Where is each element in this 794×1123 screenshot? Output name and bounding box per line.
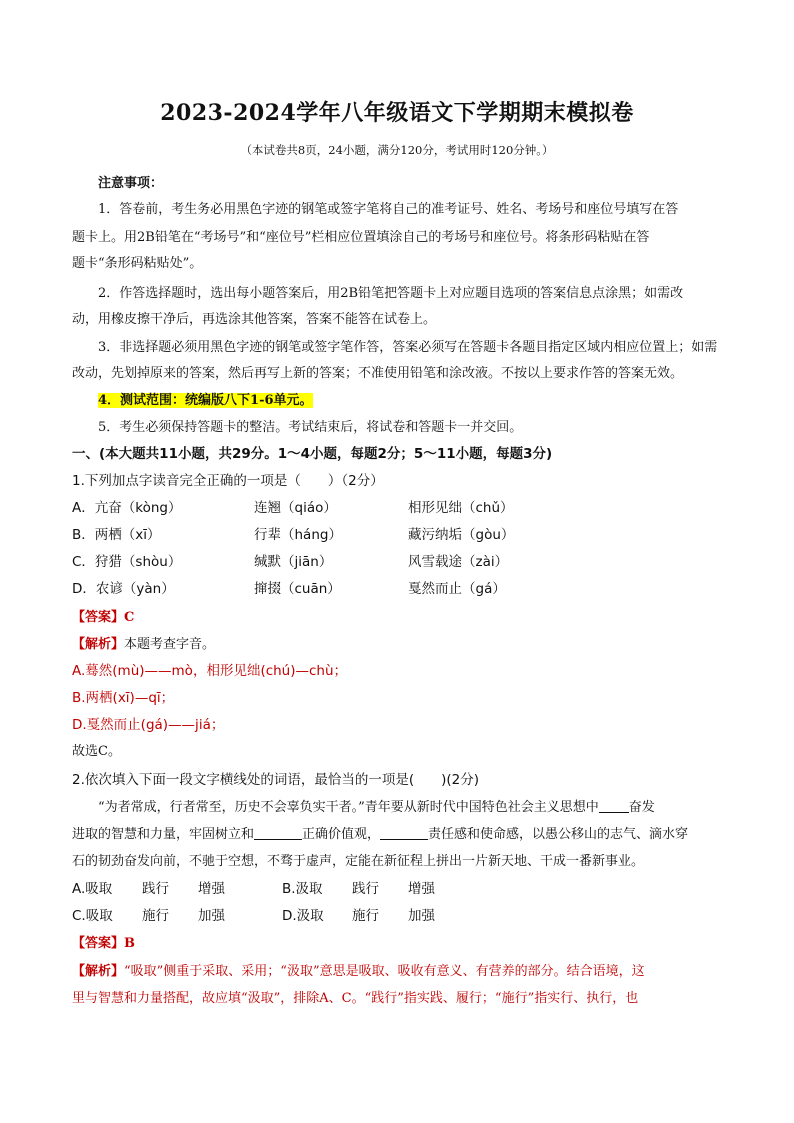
- q1-detail-a: A.蓦然(mù)——mò，相形见绌(chú)—chù；: [72, 663, 348, 679]
- q2-option-a-word-2: 践行: [142, 881, 169, 897]
- q1-option-d: D．农谚（yàn）: [72, 581, 175, 597]
- q2-passage-line-3: 石的韧劲奋发向前，不驰于空想，不骛于虚声，定能在新征程上拼出一片新天地、干成一番新事业。: [72, 854, 645, 869]
- notice-item-1-line-1: 1．答卷前，考生务必用黑色字迹的钢笔或签字笔将自己的准考证号、姓名、考场号和座位号填写在答: [98, 202, 679, 217]
- q2-option-b: B.汲取: [282, 881, 323, 897]
- q2-option-b-word-2: 践行: [352, 881, 379, 897]
- notice-item-1-line-3: 题卡“条形码粘贴处”。: [72, 256, 203, 271]
- notice-item-3-line-1: 3．非选择题必须用黑色字迹的钢笔或签字笔作答，答案必须写在答题卡各题目指定区域内相应位置上；如需: [98, 340, 718, 355]
- q2-passage-text-4: 正确价值观，: [302, 827, 381, 842]
- q2-analysis-line-2: 里与智慧和力量搭配，故应填“汲取”，排除A、C。“践行”指实践、履行；“施行”指实行、执行，也: [72, 991, 639, 1006]
- page-title: 2023-2024学年八年级语文下学期期末模拟卷: [160, 100, 634, 126]
- q2-analysis-label: 【解析】: [72, 964, 125, 979]
- q2-passage-text-5: 责任感和使命感，以愚公移山的志气、滴水穿: [428, 827, 689, 842]
- q2-blank-3: [380, 827, 428, 840]
- q2-passage-text-2: 奋发: [628, 800, 655, 815]
- q2-option-d-word-3: 加强: [408, 908, 435, 924]
- test-scope-highlight: 4．测试范围：统编版八下1-6单元。: [98, 393, 313, 408]
- q1-option-c-word-3: 风雪载途（zài）: [408, 554, 509, 570]
- q2-option-a-word-3: 增强: [198, 881, 225, 897]
- q1-analysis-label: 【解析】: [72, 637, 125, 652]
- q2-stem: 2.依次填入下面一段文字横线处的词语，最恰当的一项是( )(2分): [72, 772, 480, 788]
- notice-item-1-line-2: 题卡上。用2B铅笔在“考场号”和“座位号”栏相应位置填涂自己的考场号和座位号。将条形码粘贴在答: [72, 230, 650, 245]
- q1-option-c: C．狩猎（shòu）: [72, 554, 182, 570]
- q2-passage-text-1: “为者常成，行者常至，历史不会辜负实干者。”青年要从新时代中国特色社会主义思想中: [98, 800, 599, 815]
- notice-item-2-line-1: 2．作答选择题时，选出每小题答案后，用2B铅笔把答题卡上对应题目选项的答案信息点涂黑；如需改: [98, 286, 684, 301]
- notice-item-4: [98, 389, 313, 408]
- q2-option-d-word-2: 施行: [352, 908, 379, 924]
- q2-option-a: A.吸取: [72, 881, 113, 897]
- q1-option-a: A．亢奋（kòng）: [72, 500, 182, 516]
- q2-passage-text-3: 进取的智慧和力量，牢固树立和: [72, 827, 255, 842]
- q1-option-b: B．两栖（xī）: [72, 527, 161, 543]
- q1-option-a-word-2: 连翘（qiáo）: [254, 500, 337, 516]
- page-subtitle: （本试卷共8页，24小题，满分120分，考试用时120分钟。）: [240, 143, 554, 157]
- q2-blank-1: [599, 800, 629, 813]
- q1-option-c-word-2: 缄默（jiān）: [254, 554, 333, 570]
- q2-option-b-word-3: 增强: [408, 881, 435, 897]
- q2-option-c-word-2: 施行: [142, 908, 169, 924]
- q2-answer: 【答案】B: [72, 936, 135, 951]
- notice-item-2-line-2: 动，用橡皮擦干净后，再选涂其他答案，答案不能答在试卷上。: [72, 312, 437, 327]
- q1-detail-d: D.戛然而止(gá)——jiá；: [72, 717, 225, 733]
- q2-passage-line-2: [72, 823, 688, 842]
- q2-blank-2: [254, 827, 302, 840]
- notice-heading: 注意事项：: [98, 176, 164, 191]
- q1-analysis-text: 本题考查字音。: [124, 637, 216, 652]
- q1-detail-b: B.两栖(xī)—qī；: [72, 690, 175, 706]
- section-1-heading: 一、(本大题共11小题，共29分。1～4小题，每题2分；5～11小题，每题3分): [72, 446, 553, 462]
- q2-analysis-line-1: [72, 960, 645, 979]
- q2-analysis-text-1: “吸取”侧重于采取、采用；“汲取”意思是吸取、吸收有意义、有营养的部分。结合语境，这: [124, 964, 645, 979]
- q1-answer: 【答案】C: [72, 610, 135, 625]
- q2-option-c-word-3: 加强: [198, 908, 225, 924]
- q1-analysis: [72, 633, 215, 652]
- q2-option-c: C.吸取: [72, 908, 113, 924]
- q1-option-d-word-2: 撺掇（cuān）: [254, 581, 341, 597]
- q2-passage-line-1: [98, 796, 655, 815]
- q2-option-d: D.汲取: [282, 908, 324, 924]
- notice-item-3-line-2: 改动，先划掉原来的答案，然后再写上新的答案；不准使用铅笔和涂改液。不按以上要求作答的答案无效。: [72, 366, 684, 381]
- q1-stem: 1.下列加点字读音完全正确的一项是（ ）（2分）: [72, 473, 384, 489]
- q1-option-b-word-3: 藏污纳垢（gòu）: [408, 527, 515, 543]
- q1-option-d-word-3: 戛然而止（gá）: [408, 581, 506, 597]
- q1-option-a-word-3: 相形见绌（chǔ）: [408, 500, 514, 516]
- notice-item-5: 5．考生必须保持答题卡的整洁。考试结束后，将试卷和答题卡一并交回。: [98, 420, 523, 435]
- q1-option-b-word-2: 行辈（háng）: [254, 527, 342, 543]
- q1-conclusion: 故选C。: [72, 744, 121, 759]
